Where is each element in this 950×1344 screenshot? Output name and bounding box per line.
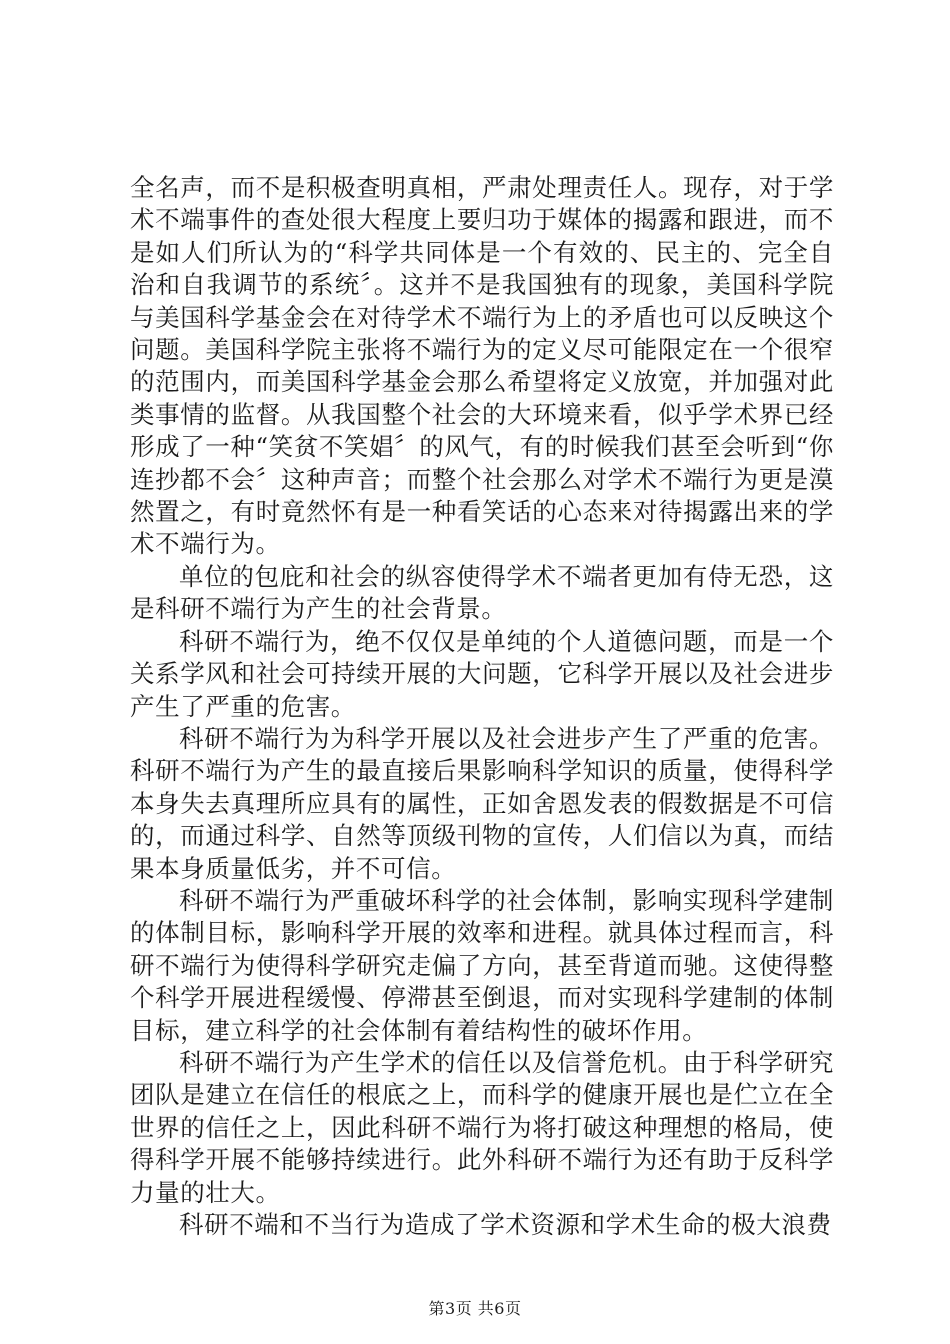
page-number-footer: 第3页 共6页 bbox=[428, 1299, 522, 1318]
paragraph: 全名声，而不是积极查明真相，严肃处理责任人。现存，对于学术不端事件的查处很大程度上要归功于媒体的揭露和跟进，而不是如人们所认为的“科学共同体是一个有效的、民主的、完全自治和自我调节的系统〞。这并不是我国独有的现象，美国科学院与美国科学基金会在对待学术不端行为上的矛盾也可以反映这个问题。美国科学院主张将不端行为的定义尽可能限定在一个很窄的范围内，而美国科学基金会那么希望将定义放宽，并加强对此类事情的监督。从我国整个社会的大环境来看，似乎学术界已经形成了一种“笑贫不笑娼〞的风气，有的时候我们甚至会听到“你连抄都不会〞这种声音；而整个社会那么对学术不端行为更是漠然置之，有时竟然怀有是一种看笑话的心态来对待揭露出来的学术不端行为。 bbox=[130, 173, 834, 559]
paragraph: 科研不端行为，绝不仅仅是单纯的个人道德问题，而是一个关系学风和社会可持续开展的大问题，它科学开展以及社会进步产生了严重的危害。 bbox=[130, 626, 834, 721]
paragraph: 科研不端和不当行为造成了学术资源和学术生命的极大浪费 bbox=[179, 1210, 832, 1239]
paragraph: 单位的包庇和社会的纵容使得学术不端者更加有侍无恐，这是科研不端行为产生的社会背景。 bbox=[130, 561, 834, 624]
document-body bbox=[130, 172, 834, 1241]
paragraph: 科研不端行为产生学术的信任以及信誉危机。由于科学研究团队是建立在信任的根底之上，而科学的健康开展也是伫立在全世界的信任之上，因此科研不端行为将打破这种理想的格局，使得科学开展不能够持续进行。此外科研不端行为还有助于反科学力量的壮大。 bbox=[130, 1047, 834, 1207]
paragraph: 科研不端行为严重破坏科学的社会体制，影响实现科学建制的体制目标，影响科学开展的效率和进程。就具体过程而言，科研不端行为使得科学研究走偏了方向，甚至背道而驰。这使得整个科学开展进程缓慢、停滞甚至倒退，而对实现科学建制的体制目标，建立科学的社会体制有着结构性的破坏作用。 bbox=[130, 885, 834, 1045]
paragraph: 科研不端行为为科学开展以及社会进步产生了严重的危害。科研不端行为产生的最直接后果影响科学知识的质量，使得科学本身失去真理所应具有的属性，正如舍恩发表的假数据是不可信的，而通过科学、自然等顶级刊物的宣传，人们信以为真，而结果本身质量低劣，并不可信。 bbox=[130, 723, 834, 883]
